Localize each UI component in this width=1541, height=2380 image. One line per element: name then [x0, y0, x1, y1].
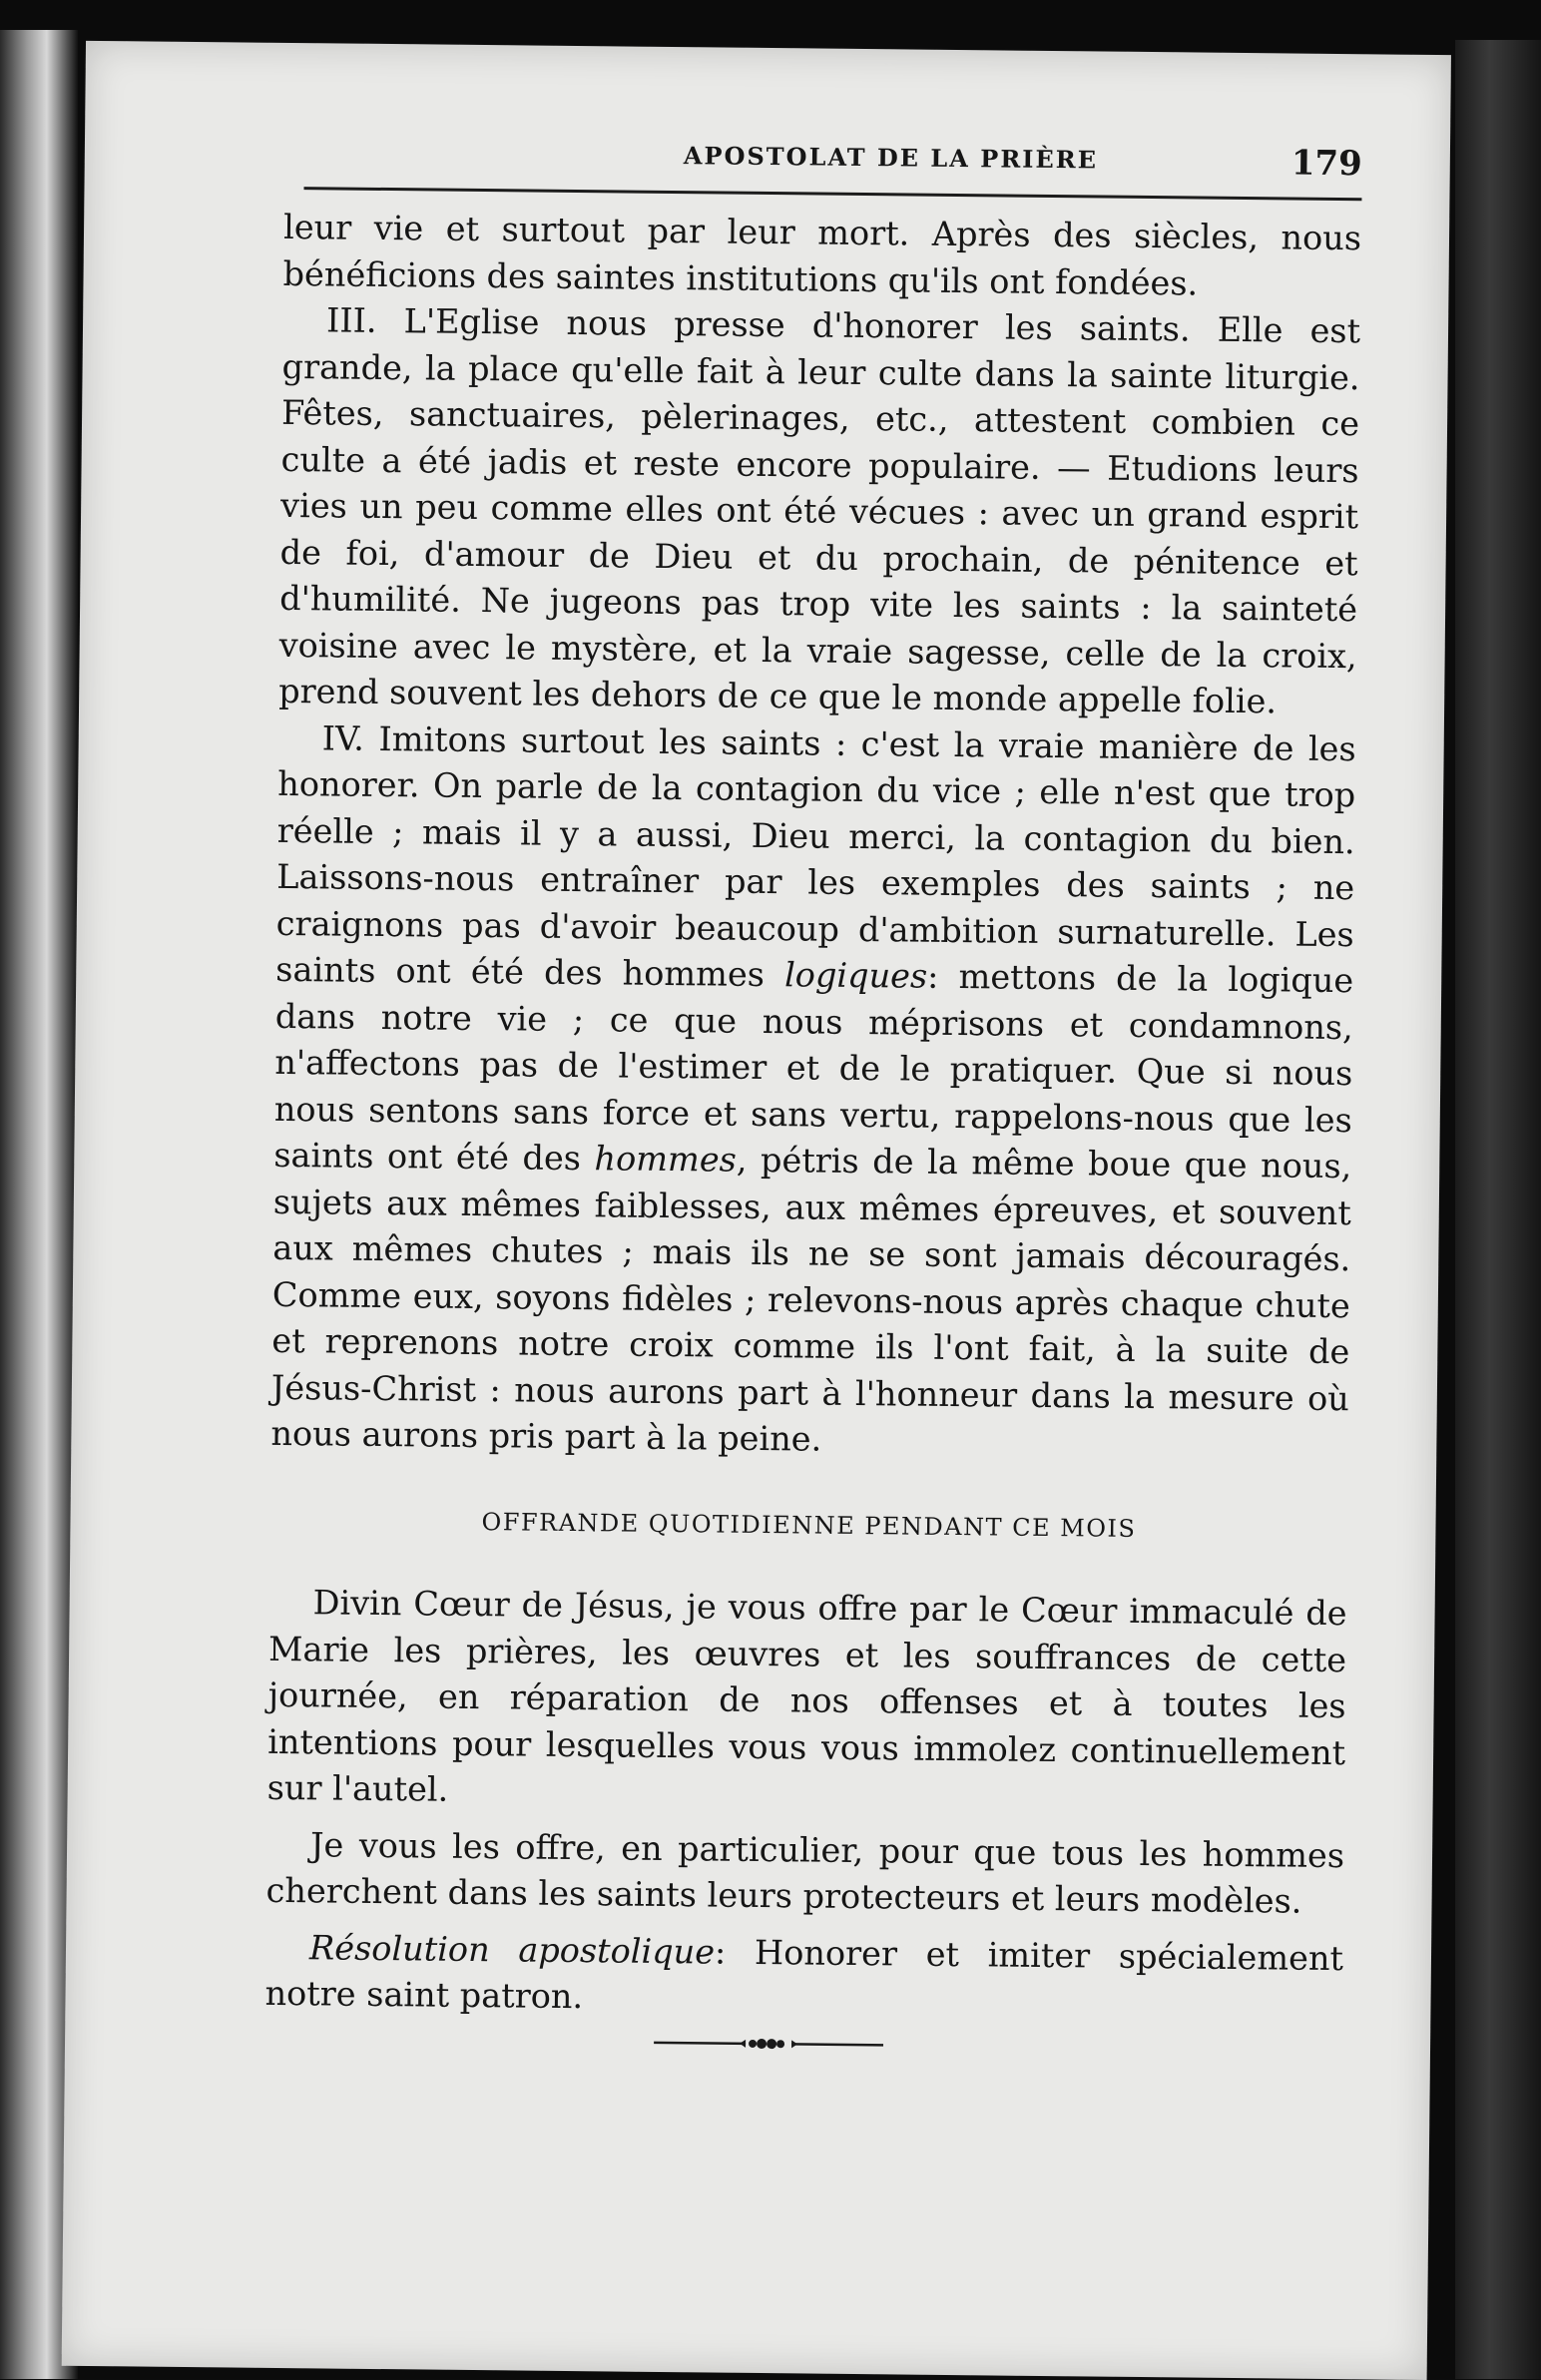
- offering-title: OFFRANDE QUOTIDIENNE PENDANT CE MOIS: [481, 1508, 1137, 1543]
- right-book-edge: [1455, 40, 1541, 2379]
- header-rule: [303, 187, 1361, 201]
- book-page: [62, 41, 1451, 2380]
- offering-particular: Je vous les offre, en particulier, pour que tous les hommes cherchent dans les saints leurs protecteurs et leurs modèles.: [265, 1824, 1345, 1921]
- paragraph-iv-part-3: , pétris de la même boue que nous, sujets aux mêmes faiblesses, aux mêmes épreuves, et souvent aux mêmes chutes ; mais ils ne se sont jamais découragés. Comme eux, soyons fidèles ; relevons-nous après chaque chute et reprenons notre croix comme ils l'ont fait, à la suite de Jésus-Christ : nous aurons part à l'honneur dans la mesure où nous aurons pris part à la peine.: [270, 1140, 1352, 1459]
- paragraph-iii: III. L'Eglise nous presse d'honorer les saints. Elle est grande, la place qu'elle fait à leur culte dans la sainte liturgie. Fêtes, sanctuaires, pèlerinages, etc., attestent combien ce culte a été jadis et reste encore populaire. — Etudions leurs vies un peu comme elles ont été vécues : avec un grand esprit de foi, d'amour de Dieu et du prochain, de pénitence et d'humilité. Ne jugeons pas trop vite les saints : la sainteté voisine avec le mystère, et la vraie sagesse, celle de la croix, prend souvent les dehors de ce que le monde appelle folie.: [278, 300, 1361, 721]
- end-ornament: [654, 2033, 883, 2055]
- page-number: 179: [1290, 143, 1363, 185]
- paragraph-iv-part-1: IV. Imitons surtout les saints : c'est la vraie manière de les honorer. On parle de la contagion du vice ; elle n'est que trop réelle ; mais il y a aussi, Dieu merci, la contagion du bien. Laissons-nous entraîner par les exemples des saints ; ne craignons pas d'avoir beaucoup d'ambition surnaturelle. Les saints ont été des hommes: [275, 717, 1356, 995]
- offering-prayer: Divin Cœur de Jésus, je vous offre par le Cœur immaculé de Marie les prières, les œuvres et les souffrances de cette journée, en réparation de nos offenses et à toutes les intentions pour lesquelles vous vous immolez continuellement sur l'autel.: [266, 1583, 1347, 1809]
- paragraph-iv: [270, 714, 1356, 1468]
- resolution-text: : Honorer et imiter spécialement notre saint patron.: [264, 1932, 1344, 2017]
- offering-section: [264, 1580, 1347, 2039]
- resolution: [264, 1924, 1343, 2028]
- running-title: APOSTOLAT DE LA PRIÈRE: [683, 141, 1099, 175]
- emphasis-hommes: hommes: [594, 1139, 738, 1180]
- body-text: [270, 205, 1361, 1469]
- paragraph-continuation: leur vie et surtout par leur mort. Après des siècles, nous bénéficions des saintes institutions qu'ils ont fondées.: [282, 207, 1362, 303]
- running-head: [303, 131, 1362, 202]
- emphasis-logiques: logiques: [783, 955, 928, 996]
- resolution-label: Résolution apostolique: [308, 1927, 716, 1972]
- paragraph-iv-part-2: : mettons de la logique dans notre vie ; ce que nous méprisons et condamnons, n'affectons pas de l'estimer et de le pratiquer. Que si nous nous sentons sans force et sans vertu, rappelons-nous que les saints ont été des: [273, 956, 1354, 1179]
